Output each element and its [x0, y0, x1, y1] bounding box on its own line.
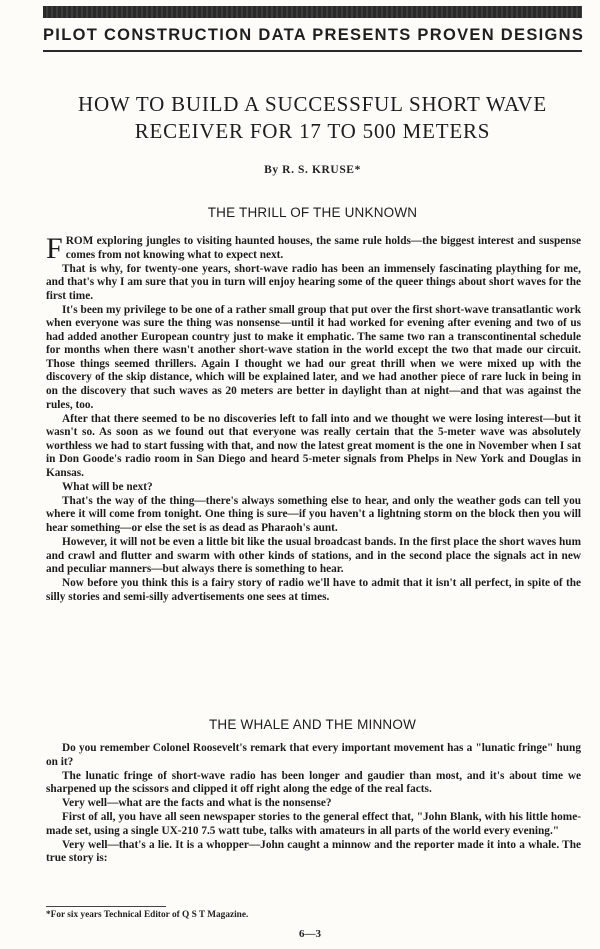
- section-body-whale: [46, 742, 581, 866]
- paragraph: That's the way of the thing—there's always something else to hear, and only the weather gods can tell you where it will come from tonight. One thing is sure—if you haven't a lightning storm on the block then you will hear something—or else the set is as dead as Pharaoh's aunt.: [46, 494, 581, 534]
- section-heading-thrill: THE THRILL OF THE UNKNOWN: [207, 205, 418, 220]
- paragraph: However, it will not be even a little bit like the usual broadcast bands. In the first place the short waves hum and crawl and flutter and swarm with other kinds of stations, and in the second place the signals act in new and peculiar manners—but always there is something to hear.: [46, 536, 581, 576]
- article-title-line-2: RECEIVER FOR 17 TO 500 METERS: [134, 119, 491, 143]
- footnote: *For six years Technical Editor of Q S T Magazine.: [46, 910, 249, 920]
- header-top-rule: [43, 6, 582, 18]
- paragraph: [46, 232, 581, 265]
- paragraph: [46, 304, 581, 412]
- article-byline: By R. S. KRUSE*: [264, 164, 361, 176]
- paragraph: Very well—that's a lie. It is a whopper—John caught a minnow and the reporter made it into a whale. The true story is:: [46, 838, 581, 865]
- emphasis-term: skip distance: [126, 371, 190, 384]
- paragraph-text: , which will be explained later, and we had another piece of rare luck in being in on the discovery that such waves as 20 meters are better in daylight than at night—and that was against the rules, too.: [46, 371, 582, 411]
- paragraph: After that there seemed to be no discoveries left to fall into and we thought we were losing interest—but it wasn't so. As soon as we found out that everyone was really certain that the 5-meter wave was absolutely worthless we had to start fussing with that, and now the latest great moment is the one in November when I sat in Don Goode's radio room in San Diego and heard 5-meter signals from Phelps in New York and Douglas in Kansas.: [46, 412, 581, 479]
- paragraph: Do you remember Colonel Roosevelt's remark that every important movement has a "lunatic fringe" hung on it?: [46, 742, 581, 768]
- paragraph-text: It's been my privilege to be one of a rather small group that put over the first short-wave transatlantic work when everyone was sure the thing was nonsense—until it had worked for evening after evening and two of us had added another European country just to make it emphatic. The same two ran a transcontinental schedule for months when there wasn't another short-wave station in the world except the two that made our circuit. Those things seemed thrillers. Again I thought we had our great thrill when we were mixed up with the discovery of the: [46, 303, 581, 384]
- page-number: 6—3: [299, 928, 321, 940]
- paragraph: What will be next?: [62, 480, 153, 493]
- article-title: [43, 91, 582, 145]
- section-heading-whale: THE WHALE AND THE MINNOW: [208, 717, 417, 732]
- paragraph-text: ROM exploring jungles to visiting haunted houses, the same rule holds—the biggest interest and suspense comes from not knowing what to expect next.: [65, 235, 581, 261]
- drop-cap: F: [46, 232, 63, 265]
- paragraph: Very well—what are the facts and what is the nonsense?: [62, 797, 332, 810]
- paragraph: Now before you think this is a fairy story of radio we'll have to admit that it isn't all perfect, in spite of the silly stories and semi-silly advertisements one sees at times.: [46, 577, 581, 603]
- paragraph: First of all, you have all seen newspaper stories to the general effect that, "John Blank, with his little home-made set, using a single UX-210 7.5 watt tube, talks with amateurs in all parts of the world every evening.": [46, 811, 581, 837]
- footnote-rule: [46, 906, 166, 907]
- section-body-thrill: [46, 232, 582, 605]
- paragraph: That is why, for twenty-one years, short-wave radio has been an immensely fascinating plaything for me, and that's why I am sure that you in turn will enjoy hearing some of the queer things about short waves for the first time.: [46, 262, 581, 302]
- header-bottom-rule: [43, 50, 582, 52]
- paragraph: The lunatic fringe of short-wave radio has been longer and gaudier than most, and it's about time we sharpened up the scissors and clipped it off right along the edge of the real facts.: [46, 769, 581, 796]
- header-banner: PILOT CONSTRUCTION DATA PRESENTS PROVEN DESIGNS: [43, 26, 585, 44]
- article-title-line-1: HOW TO BUILD A SUCCESSFUL SHORT WAVE: [77, 92, 548, 116]
